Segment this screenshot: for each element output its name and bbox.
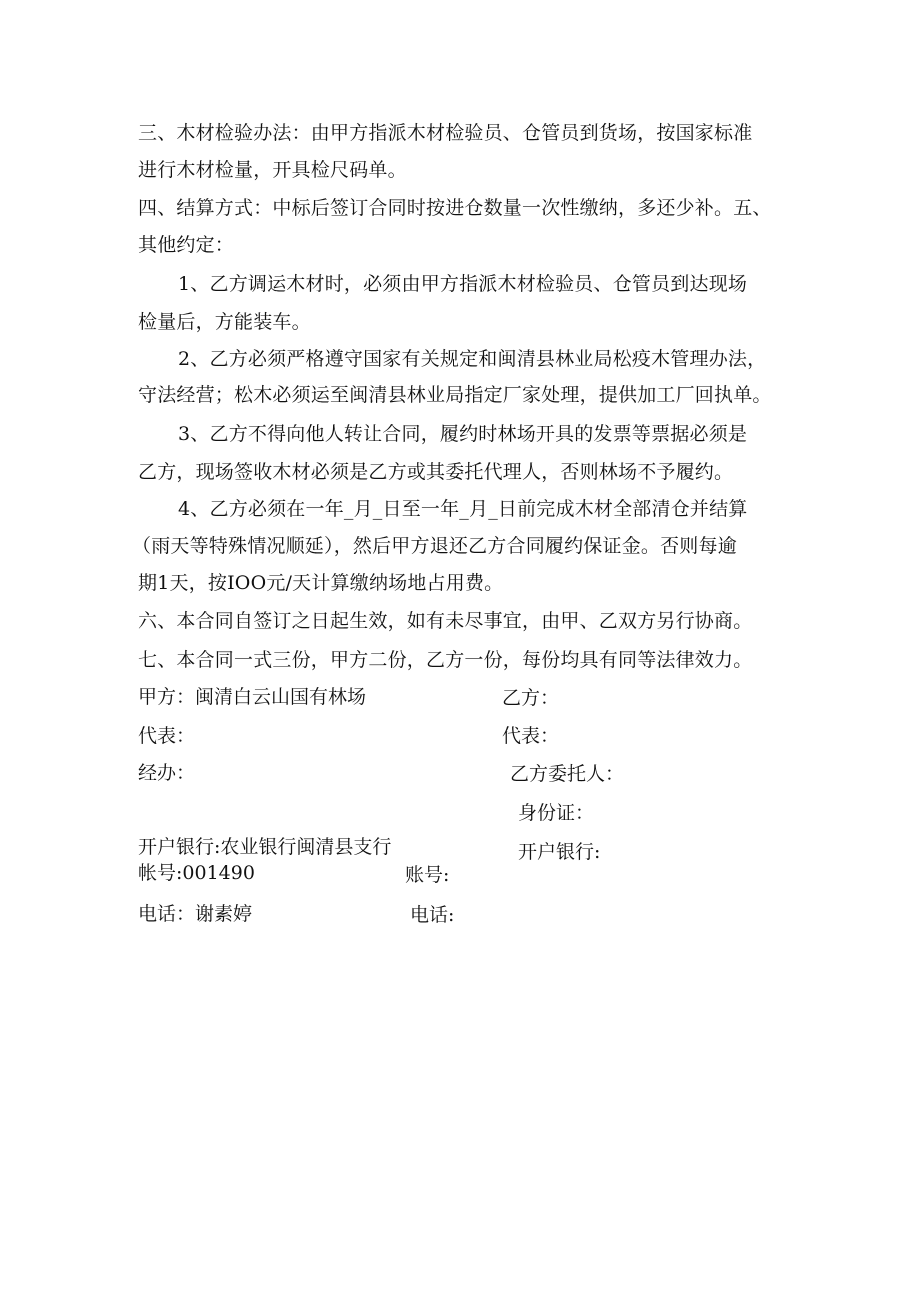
clause-3-line-2: 进行木材检量，开具检尺码单。 xyxy=(138,159,407,181)
subclause-2-line-1: 2、乙方必须严格遵守国家有关规定和闽清县林业局松疫木管理办法， xyxy=(178,348,767,370)
party-b-account: 账号: xyxy=(405,864,450,886)
subclause-3-line-2: 乙方，现场签收木材必须是乙方或其委托代理人，否则林场不予履约。 xyxy=(138,461,734,483)
party-b-name: 乙方： xyxy=(502,687,560,709)
subclause-4-line-3: 期1天，按IOO元/天计算缴纳场地占用费。 xyxy=(138,572,504,594)
subclause-1-line-2: 检量后，方能装车。 xyxy=(138,311,311,333)
party-b-id-card: 身份证： xyxy=(518,802,595,824)
subclause-1-line-1: 1、乙方调运木材时，必须由甲方指派木材检验员、仓管员到达现场 xyxy=(178,273,748,295)
subclause-4-line-2: （雨天等特殊情况顺延），然后甲方退还乙方合同履约保证金。否则每逾 xyxy=(132,535,737,557)
party-a-handler: 经办： xyxy=(138,762,196,784)
subclause-2-line-2: 守法经营；松木必须运至闽清县林业局指定厂家处理，提供加工厂回执单。 xyxy=(138,384,772,406)
party-a-name: 甲方：闽清白云山国有林场 xyxy=(138,686,367,708)
party-b-agent: 乙方委托人： xyxy=(510,763,625,785)
clause-6-line-1: 六、本合同自签订之日起生效，如有未尽事宜，由甲、乙双方另行协商。 xyxy=(138,610,753,632)
party-b-phone: 电话: xyxy=(410,904,455,926)
party-b-bank: 开户银行: xyxy=(518,841,601,863)
subclause-3-line-1: 3、乙方不得向他人转让合同，履约时林场开具的发票等票据必须是 xyxy=(178,423,748,445)
subclause-4-line-1: 4、乙方必须在一年_月_日至一年_月_日前完成木材全部清仓并结算 xyxy=(178,498,748,520)
party-a-phone: 电话：谢素婷 xyxy=(138,903,253,925)
party-b-representative: 代表： xyxy=(502,725,560,747)
clause-7-line-1: 七、本合同一式三份，甲方二份，乙方一份，每份均具有同等法律效力。 xyxy=(138,649,753,671)
clause-3-line-1: 三、木材检验办法：由甲方指派木材检验员、仓管员到货场，按国家标准 xyxy=(138,122,753,144)
party-a-account: 帐号:001490 xyxy=(138,862,255,884)
party-a-bank: 开户银行:农业银行闽清县支行 xyxy=(138,836,392,858)
clause-4-line-2: 其他约定： xyxy=(138,234,235,256)
clause-4-line-1: 四、结算方式：中标后签订合同时按进仓数量一次性缴纳，多还少补。五、 xyxy=(138,197,772,219)
party-a-representative: 代表： xyxy=(138,725,196,747)
